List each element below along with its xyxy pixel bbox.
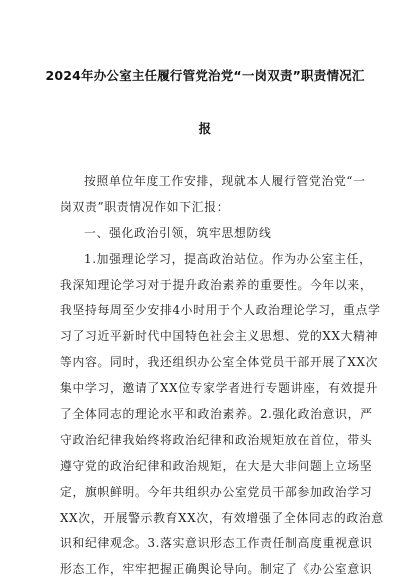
paragraph-line: XX次，开展警示教育XX次，有效增强了全体同志的政治意 <box>60 510 384 525</box>
paragraph-intro-line-2: 岗双责”职责情况作如下汇报： <box>60 199 230 214</box>
paragraph-line: 习了习近平新时代中国特色社会主义思想、党的XX大精神 <box>60 329 379 344</box>
paragraph-line: 识和纪律观念。3.落实意识形态工作责任制高度重视意识 <box>60 536 373 551</box>
paragraph-line: 等内容。同时，我还组织办公室全体党员干部开展了XX次 <box>60 355 379 370</box>
paragraph-line: 了全体同志的理论水平和政治素养。2.强化政治意识，严 <box>60 407 373 422</box>
paragraph-intro-line-1: 按照单位年度工作安排，现就本人履行管党治党“一 <box>84 174 366 188</box>
document-title-line-1: 2024年办公室主任履行管党治党“一岗双责”职责情况汇 <box>45 68 365 83</box>
paragraph-line: 我坚持每周至少安排4小时用于个人政治理论学习，重点学 <box>60 303 381 318</box>
paragraph-line: 1.加强理论学习，提高政治站位。作为办公室主任， <box>84 251 372 266</box>
paragraph-line: 遵守党的政治纪律和政治规矩，在大是大非问题上立场坚 <box>60 458 373 473</box>
document-body <box>60 169 384 583</box>
paragraph-line: 我深知理论学习对于提升政治素养的重要性。今年以来， <box>60 277 373 292</box>
paragraph-line: 守政治纪律我始终将政治纪律和政治规矩放在首位，带头 <box>60 432 373 447</box>
section-heading-1: 一、强化政治引领，筑牢思想防线 <box>84 225 272 240</box>
paragraph-line: 集中学习，邀请了XX位专家学者进行专题讲座，有效提升 <box>60 381 379 396</box>
document-title-line-2: 报 <box>198 121 212 136</box>
paragraph-line: 定，旗帜鲜明。今年共组织办公室党员干部参加政治学习 <box>60 484 373 499</box>
paragraph-line: 形态工作，牢牢把握正确舆论导向。制定了《办公室意识 <box>60 562 373 577</box>
